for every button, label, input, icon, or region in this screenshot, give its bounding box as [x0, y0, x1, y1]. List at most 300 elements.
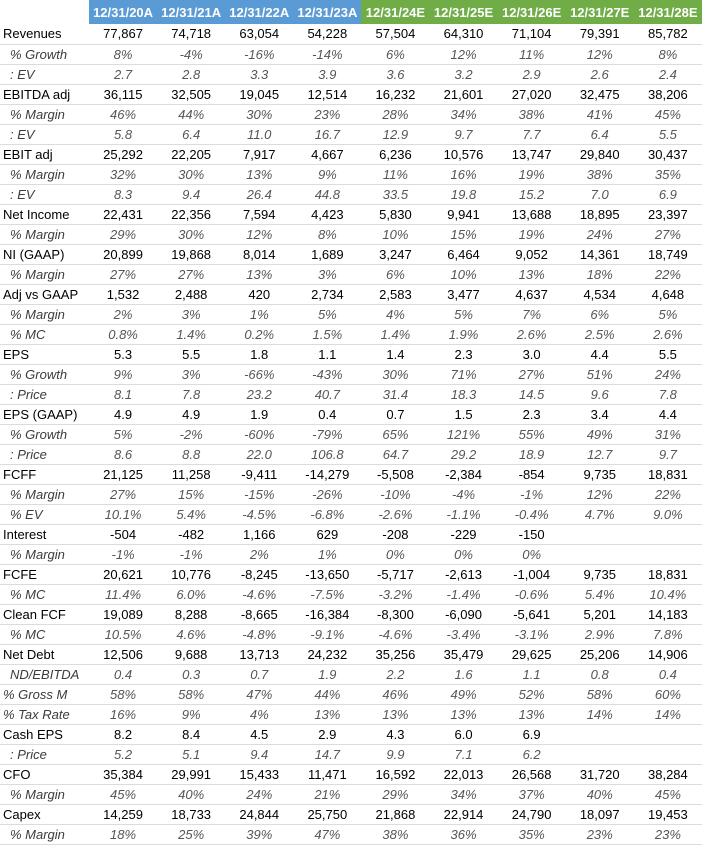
value-cell: 23% — [314, 106, 341, 122]
value-cell: 30% — [178, 166, 205, 182]
value-cell: -150 — [518, 526, 545, 542]
metric-row — [0, 344, 702, 364]
value-cell: 5,201 — [583, 606, 616, 622]
row-label: EPS — [3, 346, 30, 362]
metric-row — [0, 24, 702, 44]
value-cell: 8,288 — [174, 606, 208, 622]
header-row — [0, 0, 702, 24]
value-cell: 24% — [654, 366, 681, 382]
value-cell: -0.4% — [514, 506, 549, 522]
value-cell: 3.3 — [250, 66, 269, 82]
value-cell: 44% — [178, 106, 205, 122]
value-cell: 64.7 — [382, 446, 409, 462]
ratio-row — [0, 104, 702, 124]
header-corner — [0, 0, 89, 24]
value-cell: -6,090 — [445, 606, 482, 622]
value-cell: 27% — [518, 366, 545, 382]
value-cell: -4.8% — [242, 626, 277, 642]
value-cell: 15% — [178, 486, 205, 502]
ratio-row — [0, 784, 702, 804]
value-cell: 2.6 — [590, 66, 609, 82]
value-cell: 5.5 — [658, 126, 677, 142]
row-label: % MC — [10, 326, 46, 342]
value-cell: 79,391 — [579, 26, 620, 42]
value-cell: 49% — [450, 686, 477, 702]
row-label: Net Income — [3, 206, 70, 222]
ratio-row — [0, 184, 702, 204]
row-label: % EV — [10, 506, 43, 522]
column-header-actual: 12/31/20A — [89, 0, 157, 24]
row-label: CFO — [3, 766, 31, 782]
value-cell: 6.2 — [522, 746, 541, 762]
value-cell: 71,104 — [511, 26, 552, 42]
value-cell: 31,720 — [579, 766, 620, 782]
value-cell: 36,115 — [103, 86, 143, 102]
value-cell: -7.5% — [310, 586, 345, 602]
row-label: % Growth — [10, 46, 68, 62]
row-label: Net Debt — [3, 646, 55, 662]
ratio-row — [0, 504, 702, 524]
value-cell: 19% — [518, 166, 545, 182]
value-cell: 9% — [317, 166, 337, 182]
value-cell: 5.5 — [658, 346, 677, 362]
value-cell: 12.7 — [587, 446, 613, 462]
value-cell: 0.7 — [250, 666, 269, 682]
value-cell: -229 — [450, 526, 477, 542]
ratio-row — [0, 744, 702, 764]
value-cell: 2.2 — [386, 666, 405, 682]
row-label: % Margin — [10, 546, 65, 562]
value-cell: 1,532 — [106, 286, 140, 302]
value-cell: -4% — [451, 486, 476, 502]
ratio-row — [0, 264, 702, 284]
value-cell: 13% — [518, 266, 545, 282]
value-cell: -1% — [520, 486, 544, 502]
value-cell: 35,479 — [443, 646, 484, 662]
value-cell: -5,717 — [377, 566, 414, 582]
value-cell: 10% — [382, 226, 409, 242]
value-cell: -26% — [312, 486, 343, 502]
value-cell: 41% — [586, 106, 613, 122]
value-cell: 29.2 — [450, 446, 477, 462]
value-cell: 16,592 — [375, 766, 416, 782]
value-cell: -4.5% — [242, 506, 277, 522]
value-cell: 40.7 — [314, 386, 340, 402]
value-cell: 4,667 — [311, 146, 344, 162]
value-cell: 8.4 — [182, 726, 201, 742]
value-cell: 3% — [181, 306, 201, 322]
value-cell: 4,637 — [515, 286, 548, 302]
value-cell: 1.9 — [318, 666, 337, 682]
value-cell: -482 — [178, 526, 205, 542]
row-label: % MC — [10, 586, 46, 602]
value-cell: 30% — [382, 366, 409, 382]
value-cell: 10,576 — [443, 146, 484, 162]
value-cell: 1.6 — [454, 666, 473, 682]
value-cell: 14,906 — [648, 646, 688, 662]
value-cell: 2.4 — [658, 66, 677, 82]
value-cell: 32,475 — [579, 86, 620, 102]
value-cell: 5.3 — [114, 346, 133, 362]
value-cell: 13,747 — [511, 146, 552, 162]
value-cell: -4.6% — [242, 586, 277, 602]
ratio-row — [0, 304, 702, 324]
column-header-estimate: 12/31/27E — [566, 0, 634, 24]
value-cell: 12% — [450, 46, 477, 62]
value-cell: -1,004 — [513, 566, 551, 582]
row-label: % Margin — [10, 226, 65, 242]
value-cell: 2,488 — [174, 286, 208, 302]
value-cell: 22.0 — [246, 446, 272, 462]
value-cell: 28% — [382, 106, 409, 122]
value-cell: -1.4% — [446, 586, 481, 602]
value-cell: 6% — [386, 266, 405, 282]
value-cell — [566, 744, 634, 764]
value-cell: 7,917 — [242, 146, 276, 162]
value-cell: 10.5% — [104, 626, 142, 642]
value-cell: 9.9 — [386, 746, 405, 762]
value-cell: 22% — [654, 266, 681, 282]
value-cell: 7.8 — [182, 386, 201, 402]
value-cell: -16% — [244, 46, 275, 62]
ratio-row — [0, 824, 702, 844]
value-cell: 30% — [178, 226, 205, 242]
value-cell: 35,256 — [375, 646, 416, 662]
value-cell: -1% — [111, 546, 135, 562]
value-cell: 6% — [386, 46, 405, 62]
value-cell: -2,613 — [445, 566, 482, 582]
value-cell: 24,232 — [307, 646, 348, 662]
value-cell: 2,734 — [311, 286, 344, 302]
value-cell: 10.4% — [649, 586, 687, 602]
value-cell: 12,506 — [103, 646, 143, 662]
value-cell: 23.2 — [246, 386, 272, 402]
value-cell: 6.0 — [454, 726, 473, 742]
value-cell: 5.8 — [114, 126, 133, 142]
value-cell: 34% — [450, 786, 477, 802]
value-cell: 15,433 — [239, 766, 280, 782]
value-cell: -6.8% — [310, 506, 345, 522]
value-cell: 6.9 — [658, 186, 677, 202]
value-cell: -1% — [179, 546, 203, 562]
value-cell: -9,411 — [241, 466, 278, 482]
value-cell: 11% — [519, 46, 545, 62]
value-cell: 22,013 — [443, 766, 484, 782]
value-cell: 15.2 — [518, 186, 545, 202]
ratio-row — [0, 224, 702, 244]
value-cell: 19,089 — [103, 606, 143, 622]
value-cell: 11.4% — [105, 586, 142, 602]
value-cell: 0.4 — [318, 406, 337, 422]
metric-row — [0, 464, 702, 484]
value-cell: 5% — [454, 306, 473, 322]
column-header-actual: 12/31/22A — [225, 0, 293, 24]
value-cell: -3.1% — [514, 626, 549, 642]
value-cell: 24,790 — [511, 806, 552, 822]
value-cell: 9,688 — [174, 646, 208, 662]
value-cell: 3.0 — [522, 346, 541, 362]
value-cell: 1.8 — [250, 346, 269, 362]
value-cell: -2,384 — [445, 466, 482, 482]
row-label: FCFE — [3, 566, 37, 582]
value-cell: -8,245 — [240, 566, 278, 582]
value-cell — [634, 524, 702, 544]
value-cell: 6.4 — [590, 126, 609, 142]
value-cell: 4.6% — [176, 626, 206, 642]
value-cell: 12,514 — [307, 86, 348, 102]
value-cell: 4,423 — [311, 206, 344, 222]
value-cell: 5% — [113, 426, 133, 442]
value-cell: 29% — [382, 786, 409, 802]
value-cell: 7,594 — [242, 206, 276, 222]
value-cell: 64,310 — [443, 26, 484, 42]
value-cell: 4.5 — [250, 726, 269, 742]
value-cell: 8.1 — [114, 386, 133, 402]
value-cell: 0.7 — [386, 406, 405, 422]
value-cell: 2.7 — [114, 66, 133, 82]
column-header-actual: 12/31/21A — [157, 0, 225, 24]
value-cell: 8.3 — [114, 186, 133, 202]
value-cell: -4.6% — [378, 626, 413, 642]
value-cell: 18% — [586, 266, 613, 282]
row-label: Cash EPS — [3, 726, 63, 742]
value-cell: 13% — [518, 706, 545, 722]
ratio-row — [0, 584, 702, 604]
value-cell: 34% — [450, 106, 477, 122]
value-cell: 8.6 — [114, 446, 133, 462]
value-cell: 33.5 — [382, 186, 409, 202]
metric-row — [0, 204, 702, 224]
metric-row — [0, 644, 702, 664]
value-cell: 9.7 — [454, 126, 473, 142]
metric-row — [0, 84, 702, 104]
value-cell: 14.7 — [314, 746, 340, 762]
value-cell: 0% — [522, 546, 542, 562]
value-cell: -2% — [179, 426, 203, 442]
value-cell: 8,014 — [242, 246, 276, 262]
value-cell: 5% — [317, 306, 337, 322]
value-cell: 1.9% — [448, 326, 479, 342]
value-cell: 10.1% — [104, 506, 142, 522]
value-cell: -13,650 — [305, 566, 350, 582]
value-cell: 39% — [246, 826, 273, 842]
value-cell: 29% — [110, 226, 137, 242]
value-cell: 19% — [518, 226, 545, 242]
value-cell: 16% — [110, 706, 137, 722]
value-cell: 5.4% — [584, 586, 615, 602]
value-cell: 3,247 — [379, 246, 412, 262]
value-cell: 14,259 — [103, 806, 143, 822]
value-cell: 22,914 — [443, 806, 484, 822]
value-cell: 9.4 — [182, 186, 201, 202]
row-label: % MC — [10, 626, 46, 642]
value-cell: 37% — [518, 786, 545, 802]
value-cell: 26,568 — [511, 766, 552, 782]
value-cell — [566, 544, 634, 564]
value-cell: 20,899 — [103, 246, 143, 262]
value-cell: 30% — [246, 106, 273, 122]
value-cell: 9,052 — [515, 246, 548, 262]
value-cell: 2.6% — [516, 326, 547, 342]
value-cell: 12.9 — [382, 126, 409, 142]
ratio-row — [0, 124, 702, 144]
row-label: Revenues — [3, 26, 62, 42]
value-cell: -9.1% — [310, 626, 345, 642]
row-label: NI (GAAP) — [3, 246, 65, 262]
value-cell: 25,750 — [307, 806, 348, 822]
value-cell: 1.1 — [318, 346, 337, 362]
value-cell: 5% — [658, 306, 678, 322]
value-cell: 24% — [586, 226, 613, 242]
value-cell: 16% — [450, 166, 477, 182]
value-cell: 24,844 — [239, 806, 280, 822]
value-cell: 35% — [518, 826, 545, 842]
row-label: : Price — [10, 446, 47, 462]
value-cell: 7% — [522, 306, 542, 322]
value-cell: 25,292 — [103, 146, 143, 162]
row-label: % Margin — [10, 266, 65, 282]
column-header-estimate: 12/31/25E — [429, 0, 497, 24]
value-cell: 11.0 — [247, 126, 272, 142]
value-cell: 25,206 — [579, 646, 620, 662]
value-cell: 1.4% — [176, 326, 206, 342]
value-cell: 18% — [110, 826, 137, 842]
value-cell: 4,648 — [651, 286, 685, 302]
ratio-row — [0, 384, 702, 404]
metric-row — [0, 604, 702, 624]
value-cell: 27% — [110, 266, 137, 282]
value-cell: 27,020 — [511, 86, 552, 102]
value-cell: 10,776 — [171, 566, 212, 582]
value-cell: -8,665 — [240, 606, 278, 622]
value-cell: -5,508 — [377, 466, 414, 482]
value-cell: 4.9 — [114, 406, 133, 422]
row-label: EBIT adj — [3, 146, 53, 162]
value-cell: 0% — [454, 546, 473, 562]
value-cell: 44.8 — [314, 186, 340, 202]
ratio-row — [0, 64, 702, 84]
value-cell: 1.5 — [454, 406, 473, 422]
value-cell: -208 — [382, 526, 409, 542]
value-cell: 45% — [110, 786, 137, 802]
value-cell: 19.8 — [450, 186, 477, 202]
row-label: % Margin — [10, 826, 65, 842]
value-cell: 5.5 — [182, 346, 201, 362]
value-cell: 23% — [586, 826, 613, 842]
row-label: % Margin — [10, 786, 65, 802]
value-cell: 13% — [246, 266, 273, 282]
row-label: % Margin — [10, 166, 65, 182]
value-cell: 8% — [113, 46, 133, 62]
value-cell: 121% — [446, 426, 481, 442]
value-cell: -15% — [244, 486, 275, 502]
value-cell: 0.3 — [182, 666, 201, 682]
column-header-estimate: 12/31/28E — [634, 0, 702, 24]
value-cell: 6.0% — [176, 586, 206, 602]
value-cell: 1.4% — [380, 326, 411, 342]
value-cell: 18,831 — [648, 466, 688, 482]
value-cell: 6.9 — [522, 726, 541, 742]
value-cell: 36% — [450, 826, 477, 842]
value-cell: 22,356 — [171, 206, 212, 222]
value-cell: 11% — [382, 166, 408, 182]
value-cell: 25% — [178, 826, 205, 842]
row-label: : Price — [10, 386, 47, 402]
value-cell: 7.1 — [454, 746, 473, 762]
value-cell: 77,867 — [103, 26, 143, 42]
value-cell: 3.4 — [590, 406, 609, 422]
value-cell: 10% — [450, 266, 477, 282]
value-cell: 21% — [314, 786, 341, 802]
row-label: % Growth — [10, 366, 68, 382]
value-cell: 6.4 — [182, 126, 201, 142]
value-cell: 2.3 — [454, 346, 473, 362]
value-cell: 47% — [314, 826, 341, 842]
value-cell: 13,713 — [239, 646, 280, 662]
value-cell: 2.9 — [318, 726, 337, 742]
value-cell: 44% — [314, 686, 341, 702]
value-cell: -8,300 — [377, 606, 414, 622]
value-cell: 4.3 — [386, 726, 405, 742]
value-cell: 13% — [450, 706, 477, 722]
value-cell: 9,941 — [447, 206, 480, 222]
value-cell: 46% — [382, 686, 409, 702]
ratio-row — [0, 484, 702, 504]
value-cell: -504 — [110, 526, 137, 542]
value-cell: -10% — [380, 486, 411, 502]
value-cell — [566, 724, 634, 744]
metric-row — [0, 804, 702, 824]
value-cell: 60% — [654, 686, 681, 702]
value-cell: 3.6 — [386, 66, 405, 82]
value-cell: 58% — [110, 686, 137, 702]
value-cell: 8.2 — [114, 726, 133, 742]
value-cell: 22,205 — [171, 146, 212, 162]
value-cell: 32% — [110, 166, 137, 182]
ratio-row — [0, 684, 702, 704]
value-cell: 19,045 — [239, 86, 280, 102]
value-cell: 0.8% — [108, 326, 138, 342]
value-cell: 55% — [518, 426, 545, 442]
value-cell: 4% — [249, 706, 269, 722]
value-cell: 2,583 — [379, 286, 412, 302]
value-cell: 12% — [246, 226, 273, 242]
value-cell: 32,505 — [171, 86, 212, 102]
value-cell: 5.1 — [182, 746, 201, 762]
column-header-estimate: 12/31/24E — [361, 0, 429, 24]
metric-row — [0, 764, 702, 784]
value-cell: 7.7 — [522, 126, 541, 142]
value-cell: 18,097 — [579, 806, 620, 822]
row-label: EPS (GAAP) — [3, 406, 78, 422]
row-label: % Growth — [10, 426, 68, 442]
value-cell: 9% — [113, 366, 133, 382]
value-cell: 1.1 — [522, 666, 541, 682]
value-cell: 2.8 — [182, 66, 201, 82]
value-cell: 0.8 — [590, 666, 609, 682]
value-cell: -14% — [312, 46, 343, 62]
value-cell: 27% — [178, 266, 205, 282]
value-cell: 2.9 — [522, 66, 541, 82]
metric-row — [0, 524, 702, 544]
value-cell: -854 — [518, 466, 545, 482]
row-label: Capex — [3, 806, 41, 822]
row-label: Clean FCF — [3, 606, 66, 622]
metric-row — [0, 144, 702, 164]
row-label: Adj vs GAAP — [3, 286, 79, 302]
value-cell: 27% — [110, 486, 137, 502]
value-cell: 8% — [658, 46, 678, 62]
